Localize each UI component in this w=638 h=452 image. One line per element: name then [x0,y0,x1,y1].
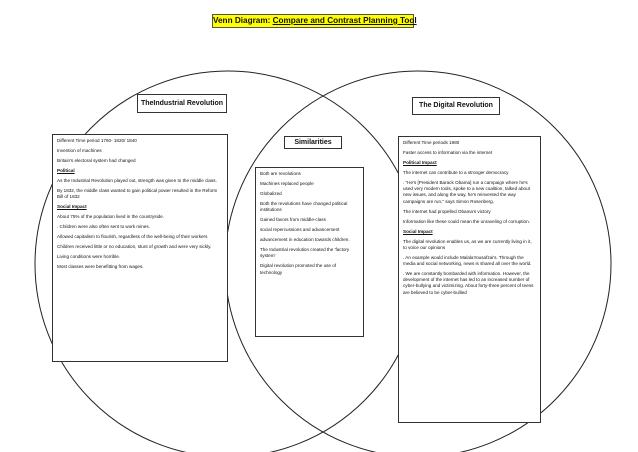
similarities-label: Similarities [284,136,342,149]
left-circle-label: TheIndustrial Revolution [137,94,227,113]
similarity-item: Digital revolution promoted the use of technology [260,263,337,275]
industrial-item: Different Time period 1760- 1820/ 1840 [57,138,137,143]
similarities-list [256,168,363,283]
industrial-item: By 1832, the middle class wanted to gain political power resulted in the Reform Bill of 1832 [57,188,218,200]
similarity-item: Globalized [260,191,282,196]
right-circle-list [399,137,540,303]
digital-item: The internet had propelled Obama's victory [403,208,491,214]
similarity-item: Gained favors from middle-class [260,217,326,223]
similarities-box [255,167,364,337]
digital-item: . "He's [President Barack Obama] run a campaign where he's used very modern tools, spoke to a new coalition, talked about new issues, and along the way, he's reinvented the way campaigns are run," says Simon Rosenberg. [403,180,530,204]
similarity-item: social repercussions and advancement [260,227,340,233]
industrial-heading: Social Impact [57,204,87,210]
industrial-item: Living conditions were horrible. [57,254,121,260]
industrial-item: Invention of machines [57,148,102,153]
similarity-item: Machines replaced people [260,181,314,186]
digital-item: . We are constantly bombarded with information. However, the development of the internet has led to an increased number of cyber-bullying and victimizing. About forty-three percent of teens are believed to be cyber-bullied [403,271,534,295]
digital-item: The digital revolution enables us, as we are currently living in it, to voice our opinions [403,238,532,250]
digital-item: The internet can contribute to a stronger democracy [403,170,509,175]
industrial-item: . Children were also often sent to work mines. [57,224,150,230]
digital-heading: Social Impact [403,228,433,234]
digital-heading: Political Impact [403,160,437,165]
similarity-item: The Industrial revolution created the 'factory system' [260,247,350,259]
industrial-item: Most classes were benefitting from wages. [57,264,144,270]
similarity-item: Both the revolutions have changed political institutions [260,201,348,213]
right-circle-label: The Digital Revolution [412,97,500,115]
digital-item: Information like these could mean the unraveling of corruption. [403,218,530,224]
similarity-item: Both are revolutions [260,171,301,176]
industrial-item: Allowed capitalism to flourish, regardless of the well-being of their workers [57,234,208,240]
industrial-item: About 75% of the population lived in the countryside. [57,214,165,220]
digital-item: . An example would include MalalaYousafzai's. Through the media and social networking, news is shared all over the world. [403,254,532,267]
left-circle-box [52,134,228,362]
title-main: Compare and Contrast Planning Tool [272,16,417,25]
digital-item: Faster access to information via the internet [403,150,493,155]
industrial-heading: Political [57,168,75,173]
industrial-item: Children received little or no education, stunt of growth and were very sickly. [57,244,212,250]
left-circle-list [53,135,227,277]
similarity-item: advancement in education towards children. [260,237,350,243]
industrial-item: Britain's electoral system had changed [57,158,136,163]
digital-item: Different Time periods 1980 [403,140,460,145]
right-circle-box [398,136,541,423]
industrial-item: As the Industrial Revolution played out, strength was given to the middle class. [57,178,217,183]
title-prefix: Venn Diagram: [213,16,273,25]
